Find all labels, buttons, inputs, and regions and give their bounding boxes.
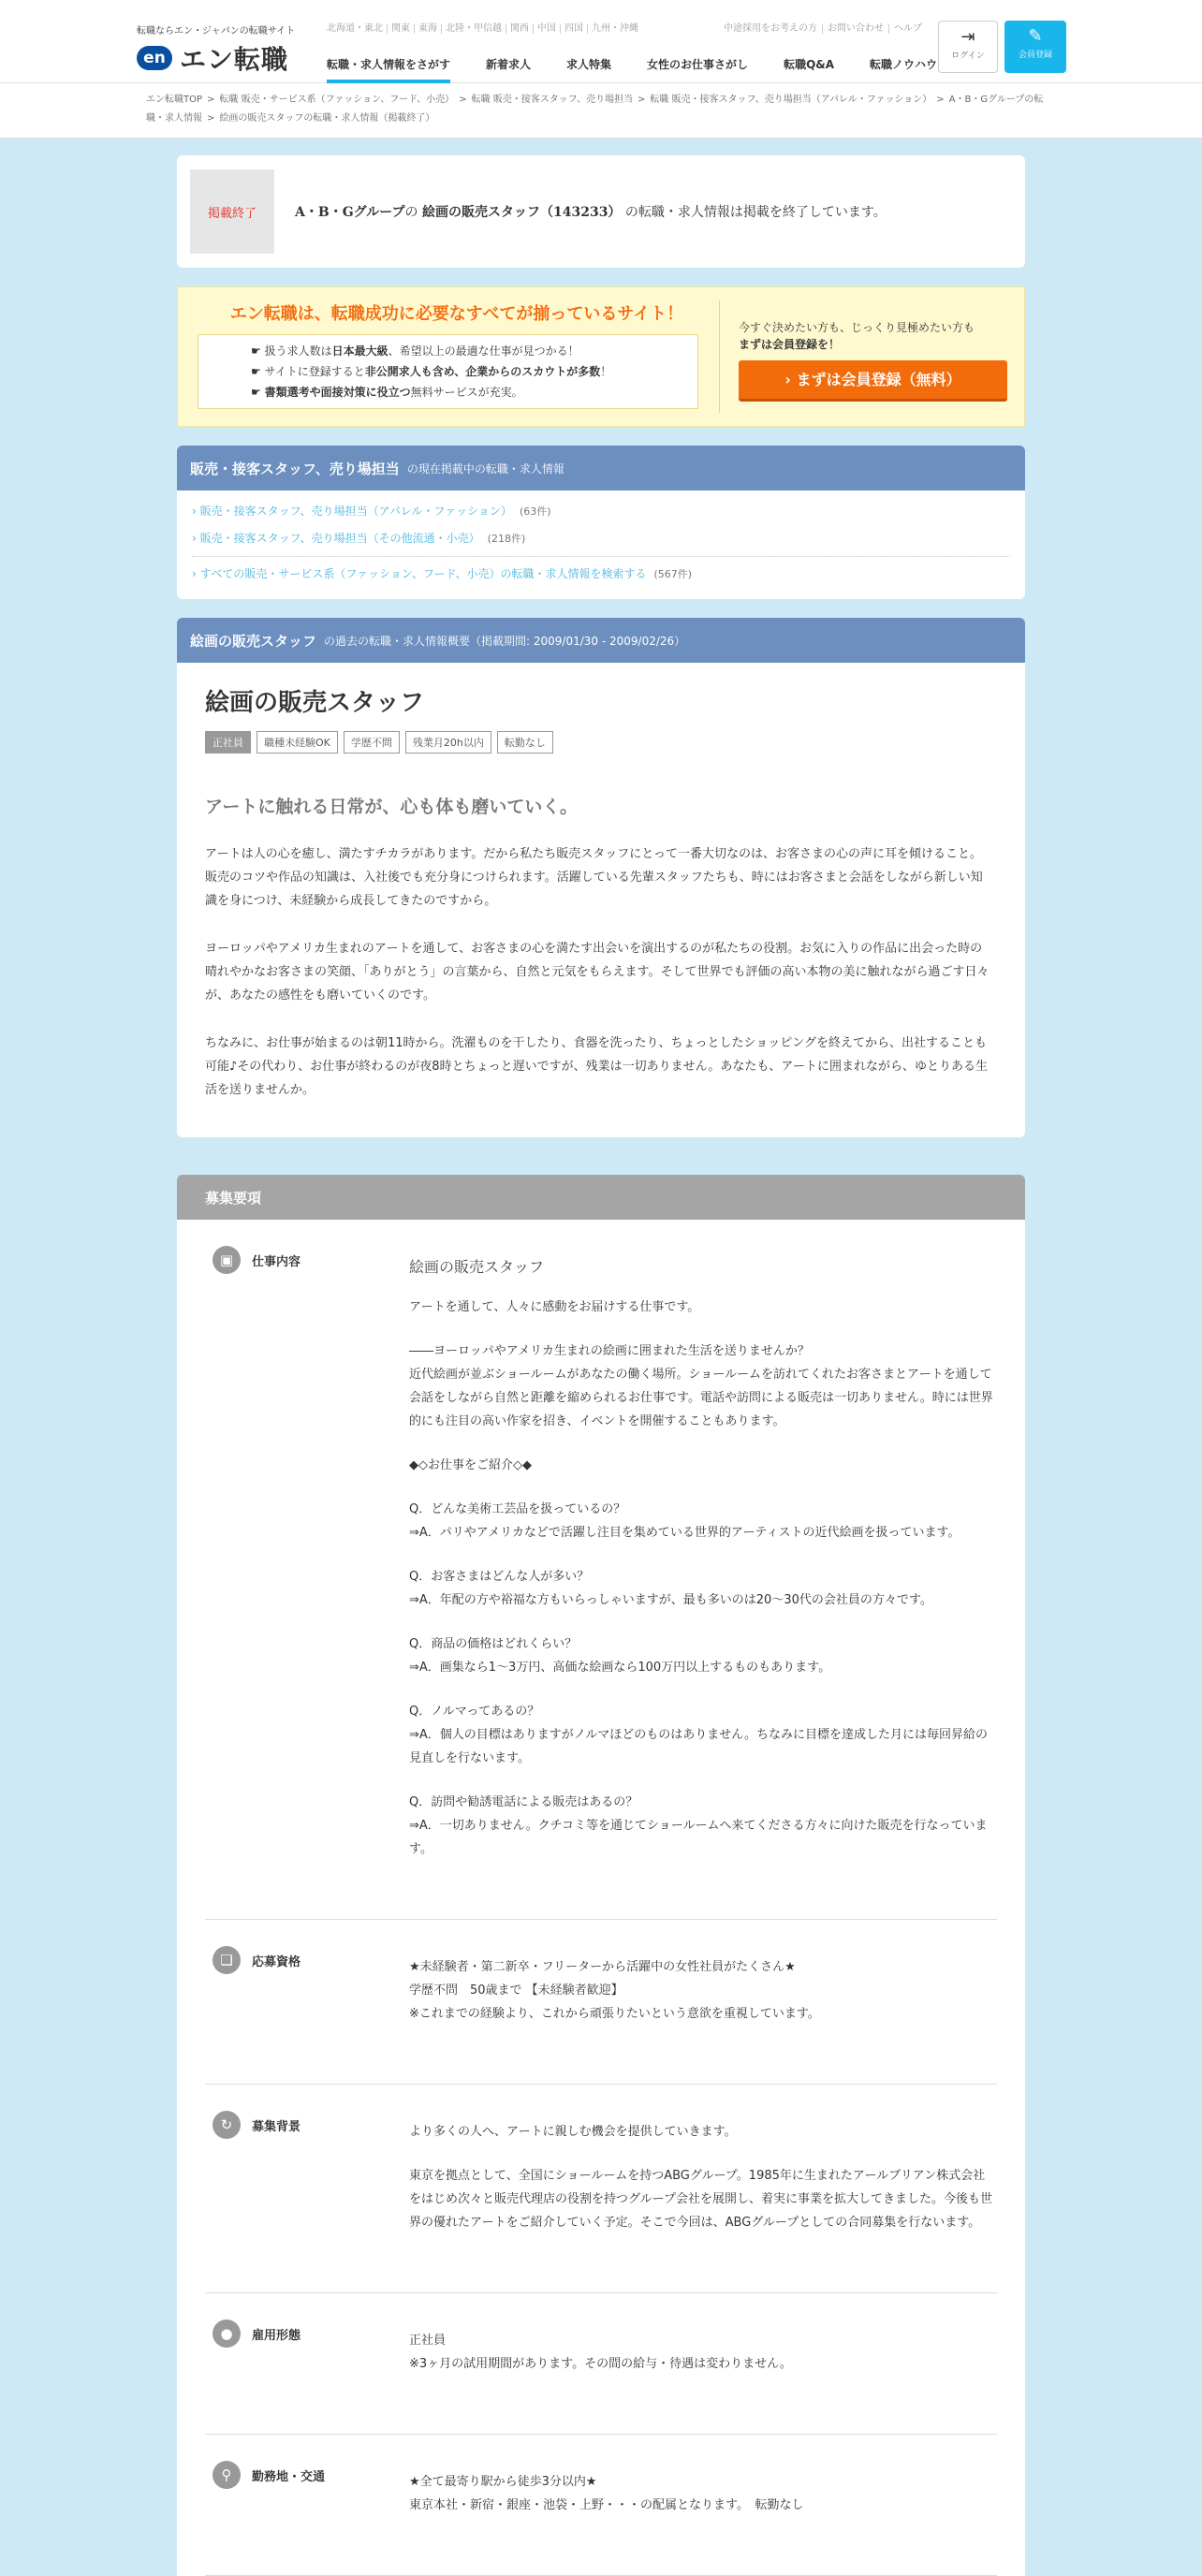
past-subtitle: の過去の転職・求人情報概要（掲載期間: 2009/01/30 - 2009/02/26） [324,634,686,648]
main-content [177,139,1025,2576]
past-title: 絵画の販売スタッフ [190,632,317,650]
bookmark-icon: ❏ [213,1946,241,1974]
req-label [205,2111,409,2255]
req-row-employment-type [205,2293,997,2435]
tag: 学歴不問 [344,731,400,754]
opening-link[interactable]: › 販売・接客スタッフ、売り場担当（その他流通・小売） (218件) [192,532,526,545]
req-label [205,2320,409,2396]
tag: 職種未経験OK [257,731,338,754]
req-subtitle: 絵画の販売スタッフ [409,1258,545,1276]
pencil-icon: ✎ [1028,26,1043,46]
site-tagline: 転職ならエン・ジャパンの転職サイト [137,26,296,37]
openings-list [177,490,1025,599]
region-link[interactable]: 関東 [388,24,415,34]
req-label-text: 応募資格 [252,1955,301,1969]
req-content [409,2320,997,2396]
intro-paragraph: アートは人の心を癒し、満たすチカラがあります。だから私たち販売スタッフにとって一番大切なのは、お客さまの心の声に耳を傾けること。販売のコツや作品の知識は、入社後でも充分身につけられます。活躍している先輩スタッフたちも、時にはお客さまと会話をしながら新しい知識を身につけ、未経験から成長してきたのですから。 [205,847,983,908]
global-nav [327,56,973,83]
req-label [205,2461,409,2538]
openings-title: 販売・接客スタッフ、売り場担当 [190,460,400,477]
req-label-text: 仕事内容 [252,1255,301,1269]
req-paragraph: Q．ノルマってあるの？ ⇒A．個人の目標はありますがノルマほどのものはありません。ちなみに目標を達成した月には毎回昇給の見直しを行ないます。 [409,1705,989,1765]
nav-new-jobs[interactable]: 新着求人 [486,58,532,71]
login-button[interactable] [938,21,998,73]
requirements-section [177,1175,1025,2576]
region-link[interactable]: 九州・沖縄 [592,23,638,34]
req-label [205,1946,409,2046]
req-paragraph: アートを通して、人々に感動をお届けする仕事です。 [409,1300,700,1314]
nav-women-jobs[interactable]: 女性のお仕事さがし [647,58,749,71]
req-paragraph: ◆◇お仕事をご紹介◇◆ [409,1458,532,1472]
logo-en-mark: en [137,46,172,70]
login-icon: ⇥ [960,27,975,47]
tag-employment: 正社員 [205,731,251,754]
req-label [205,1246,409,1881]
breadcrumb-link[interactable]: 転職 販売・接客スタッフ、売り場担当（アパレル・ファッション） [650,95,932,105]
past-job-summary [177,618,1025,1137]
breadcrumb: エン転職TOP > 転職 販売・サービス系（ファッション、フード、小売） > 転職 販売・接客スタッフ、売り場担当 > 転職 販売・接客スタッフ、売り場担当（アパレル・ファッション） > A・B・Gグループの転職・求人情報 > 絵画の販売スタッフの転職・求人情報（掲載終了） [0,83,1202,139]
login-label: ログイン [951,51,985,61]
site-header [0,0,1202,83]
req-content [409,2461,997,2538]
employer-link[interactable]: 中途採用をお考えの方 [719,24,823,34]
nav-job-search[interactable]: 転職・求人情報をさがす [327,56,450,83]
catch-copy: アートに触れる日常が、心も体も磨いていく。 [205,797,579,817]
register-label: 会員登録 [1018,51,1052,60]
req-paragraph: Q．商品の価格はどれくらい？ ⇒A．画集なら1～3万円、高価な絵画なら100万円以上するものもあります。 [409,1637,831,1675]
closed-company: A・B・Gグループ [295,205,405,220]
req-row-job-content [205,1220,997,1920]
nav-qa[interactable]: 転職Q&A [784,58,835,71]
promo-right-line1: 今すぐ決めたい方も、じっくり見極めたい方も [739,321,975,334]
promo-title: エン転職は、転職成功に必要なすべてが揃っているサイト！ [229,304,684,324]
req-row-background [205,2085,997,2293]
person-icon: ● [213,2320,241,2348]
closed-suffix: の転職・求人情報は掲載を終了しています。 [624,205,887,220]
register-cta-button[interactable] [739,360,1007,402]
opening-link[interactable]: › 販売・接客スタッフ、売り場担当（アパレル・ファッション） (63件) [192,505,551,518]
breadcrumb-link[interactable]: 転職 販売・サービス系（ファッション、フード、小売） [219,95,455,105]
region-link[interactable]: 北陸・甲信越 [442,24,506,34]
req-paragraph: より多くの人へ、アートに親しむ機会を提供していきます。 [409,2125,737,2139]
nav-features[interactable]: 求人特集 [566,58,612,71]
refresh-icon: ↻ [213,2111,241,2139]
promo-point: ☛ 扱う求人数は日本最大級、希望以上の最適な仕事が見つかる！ [251,344,579,358]
req-label-text: 募集背景 [252,2120,301,2134]
req-label-text: 勤務地・交通 [252,2470,326,2484]
breadcrumb-current: 絵画の販売スタッフの転職・求人情報（掲載終了） [219,113,435,124]
closed-job: 絵画の販売スタッフ（143233） [421,205,622,220]
req-paragraph: 正社員 ※3ヶ月の試用期間があります。その間の給与・待遇は変わりません。 [409,2334,792,2371]
map-pin-icon: ⚲ [213,2461,241,2489]
req-paragraph: ★全て最寄り駅から徒歩3分以内★ 東京本社・新宿・銀座・池袋・上野・・・の配属となります。 転勤なし [409,2475,804,2512]
req-paragraph: Q．どんな美術工芸品を扱っているの？ ⇒A．パリやアメリカなどで活躍し注目を集めている世界的アーティストの近代絵画を扱っています。 [409,1502,960,1540]
req-paragraph: 東京を拠点として、全国にショールームを持つABGグループ。1985年に生まれたアールブリアン株式会社をはじめ次々と販売代理店の役割を持つグループ会社を展開し、着実に事業を拡大してきました。今後も世界の優れたアートをご紹介していく予定。そこで今回は、ABGグループとしての合同募集を行ないます。 [409,2169,992,2230]
requirements-header: 募集要項 [177,1175,1025,1220]
help-link[interactable]: ヘルプ [894,23,922,34]
promo-points [198,334,698,409]
req-paragraph: Q．訪問や勧誘電話による販売はあるの？ ⇒A．一切ありません。クチコミ等を通じてショールームへ来てくださる方々に向けた販売を行なっています。 [409,1795,988,1856]
past-header [177,618,1025,663]
utility-links [719,24,927,34]
promo-left [178,287,719,426]
closed-message [295,202,887,221]
job-title: 絵画の販売スタッフ [205,689,425,717]
promo-point: ☛ サイトに登録すると非公開求人も含め、企業からのスカウトが多数！ [251,365,612,378]
region-link[interactable]: 北海道・東北 [327,24,388,34]
promo-right [720,287,1024,426]
openings-header [177,446,1025,490]
req-row-qualifications [205,1920,997,2085]
req-label-text: 雇用形態 [252,2329,301,2343]
req-content [409,2111,997,2255]
closed-badge: 掲載終了 [190,169,274,254]
req-paragraph: ――ヨーロッパやアメリカ生まれの絵画に囲まれた生活を送りませんか？ 近代絵画が並ぶショールームがあなたの働く場所。ショールームを訪れてくれたお客さまとアートを通して会話をしながら自然と距離を縮められるお仕事です。電話や訪問による販売は一切ありません。時には世界的にも注目の高い作家を招き、イベントを開催することもあります。 [409,1344,993,1428]
job-tags [205,731,993,754]
divider [192,556,1010,557]
contact-link[interactable]: お問い合わせ [823,24,889,34]
breadcrumb-link[interactable]: エン転職TOP [146,95,203,105]
breadcrumb-link[interactable]: A・B・Gグループの転職・求人情報 [146,95,1044,124]
req-content [409,1946,997,2046]
promo-right-line2: まずは会員登録を！ [739,338,841,351]
register-cta-label: まずは会員登録（無料） [796,370,961,388]
promo-banner [177,286,1025,427]
region-link[interactable]: 関西 [506,24,534,34]
region-link[interactable]: 東海 [415,24,442,34]
promo-point: ☛ 書類選考や面接対策に役立つ無料サービスが充実。 [251,386,523,399]
req-content [409,1246,997,1881]
register-button[interactable] [1004,21,1066,73]
requirements-body [177,1220,1025,2576]
tag: 転勤なし [497,731,553,754]
req-row-location [205,2435,997,2576]
past-body [177,663,1025,1137]
closed-middle: の [404,205,418,220]
logo-wordmark: エン転職 [180,44,289,75]
search-all-link[interactable]: › すべての販売・サービス系（ファッション、フード、小売）の転職・求人情報を検索する (567件) [192,567,693,580]
region-link[interactable]: 四国 [561,24,588,34]
tag: 残業月20h以内 [405,731,491,754]
chevron-right-icon: › [784,370,797,388]
briefcase-icon: ▣ [213,1246,241,1274]
region-link[interactable]: 中国 [534,24,561,34]
closed-notice [177,155,1025,268]
nav-knowhow[interactable]: 転職ノウハウ [870,58,938,71]
current-openings [177,446,1025,599]
req-paragraph: ★未経験者・第二新卒・フリーターから活躍中の女性社員がたくさん★ 学歴不問 50歳まで 【未経験者歓迎】 ※これまでの経験より、これから頑張りたいという意欲を重視しています。 [409,1960,820,2021]
intro-paragraph: ちなみに、お仕事が始まるのは朝11時から。洗濯ものを干したり、食器を洗ったり、ちょっとしたショッピングを終えてから、出社することも可能♪その代わり、お仕事が終わるのが夜8時とちょっと遅いですが、残業は一切ありません。あなたも、アートに囲まれながら、ゆとりある生活を送りませんか。 [205,1036,988,1097]
site-logo[interactable] [137,39,288,77]
req-paragraph: Q．お客さまはどんな人が多い？ ⇒A．年配の方や裕福な方もいらっしゃいますが、最も多いのは20～30代の会社員の方々です。 [409,1570,932,1607]
breadcrumb-link[interactable]: 転職 販売・接客スタッフ、売り場担当 [471,95,633,105]
openings-subtitle: の現在掲載中の転職・求人情報 [406,461,564,476]
intro-paragraph: ヨーロッパやアメリカ生まれのアートを通して、お客さまの心を満たす出会いを演出するのが私たちの役割。お気に入りの作品に出会った時の晴れやかなお客さまの笑顔、「ありがとう」の言葉から、自然と元気をもらえます。そして世界でも評価の高い本物の美に触れながら過ごす日々が、あなたの感性をも磨いていくのです。 [205,942,989,1003]
region-links [327,24,642,34]
